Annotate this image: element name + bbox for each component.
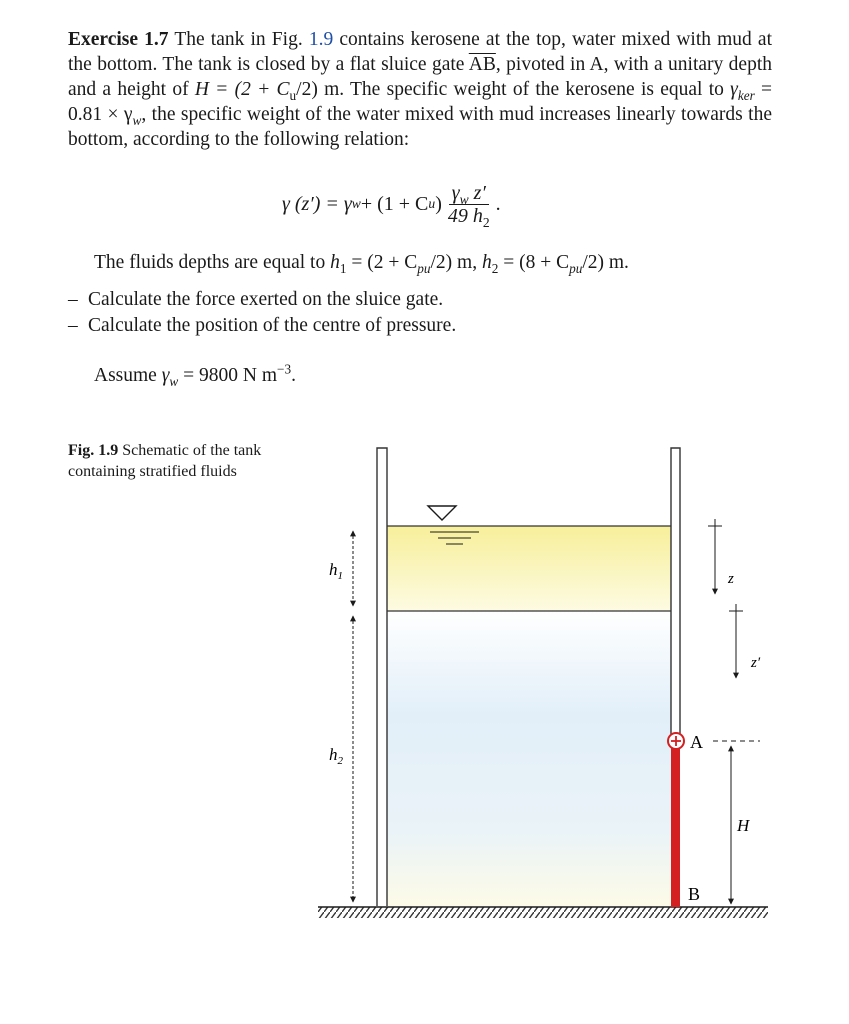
den-text: 49 h — [447, 204, 483, 227]
z-label: z — [728, 571, 734, 587]
gamma-ker-symbol: γ — [730, 79, 738, 100]
equation-end: . — [495, 192, 501, 215]
num-z: z′ — [468, 181, 486, 204]
exercise-text-3: , pivoted in A, with a unitary depth and a height of — [68, 54, 772, 100]
z-prime-label: z′ — [751, 655, 761, 671]
equation-mid: + (1 + C — [360, 192, 429, 215]
gate-height-label: H — [737, 816, 750, 835]
caption-label: Fig. 1.9 — [68, 442, 119, 459]
depth-h2: h — [481, 252, 492, 273]
assume-value: = 9800 N m — [178, 365, 277, 386]
depth-h2-end: /2) m. — [582, 252, 629, 273]
free-surface-icon — [428, 506, 456, 520]
assume-exponent: −3 — [277, 361, 292, 377]
height-expression: H = (2 + C — [194, 79, 290, 100]
assume-end: . — [291, 365, 296, 386]
task-2-text: Calculate the position of the centre of pressure. — [88, 315, 457, 336]
kerosene-layer — [387, 526, 671, 611]
task-1-text: Calculate the force exerted on the sluice gate. — [88, 289, 444, 310]
exercise-text-2: contains kerosene at the top, water mixed with mud at the bottom. The tank is closed by a flat sluice gate — [68, 29, 773, 75]
equation-mid-end: ) — [435, 192, 442, 215]
assume-text: Assume — [94, 365, 157, 386]
depth-h2-c: pu — [569, 260, 583, 276]
equation-lhs: γ (z′) = γ — [282, 192, 352, 215]
den-sub: 2 — [482, 214, 490, 230]
depth-h1: h — [330, 252, 340, 273]
h1-label: $h_1$ — [329, 560, 343, 582]
gamma-w-subscript: w — [132, 112, 142, 128]
exercise-text-1: The tank in Fig. — [174, 29, 303, 50]
water-mud-layer — [387, 611, 671, 906]
depth-h1-sub: 1 — [339, 260, 347, 276]
assume-gamma: γ — [161, 365, 170, 386]
task-item-centre: – Calculate the position of the centre of pressure. — [68, 315, 457, 336]
point-b-label: B — [688, 884, 701, 904]
height-subscript: u — [289, 87, 297, 103]
depth-h1-end: /2) m, — [430, 252, 478, 273]
specific-weight-equation: γ (z′) = γ w + (1 + C u ) $\frac{\gamma_w z'}{49 h_2}$ . — [282, 181, 501, 230]
task-item-force: – Calculate the force exerted on the sluice gate. — [68, 289, 444, 310]
depth-h1-c: pu — [417, 260, 431, 276]
depth-h2-value: = (8 + C — [498, 252, 570, 273]
sluice-gate-ab — [671, 744, 680, 907]
figure-reference-link[interactable]: 1.9 — [308, 29, 334, 50]
num-gamma: γ — [451, 181, 460, 204]
h2-label: $h_2$ — [329, 745, 343, 767]
ground-hatch — [318, 907, 768, 918]
depths-text: The fluids depths are equal to — [94, 252, 326, 273]
depth-h2-sub: 2 — [491, 260, 499, 276]
exercise-text-5: , the specific weight of the water mixed with mud increases linearly towards the bottom, according to the following relation: — [68, 104, 772, 150]
gamma-ker-value: = 0.81 × γ — [68, 79, 773, 125]
gamma-ker-subscript: ker — [737, 87, 755, 103]
exercise-label: Exercise 1.7 — [68, 29, 169, 50]
tank-right-wall — [671, 448, 680, 740]
point-a-label: A — [690, 732, 703, 752]
num-sub: w — [459, 191, 469, 207]
exercise-text-4: /2) m. The specific weight of the kerosene is equal to — [296, 79, 724, 100]
caption-text: Schematic of the tank containing stratified fluids — [68, 442, 262, 480]
assume-gamma-sub: w — [169, 373, 179, 389]
tank-left-wall — [377, 448, 387, 906]
depth-h1-value: = (2 + C — [346, 252, 418, 273]
gate-label-ab: $\overline{AB}$ — [468, 54, 496, 75]
